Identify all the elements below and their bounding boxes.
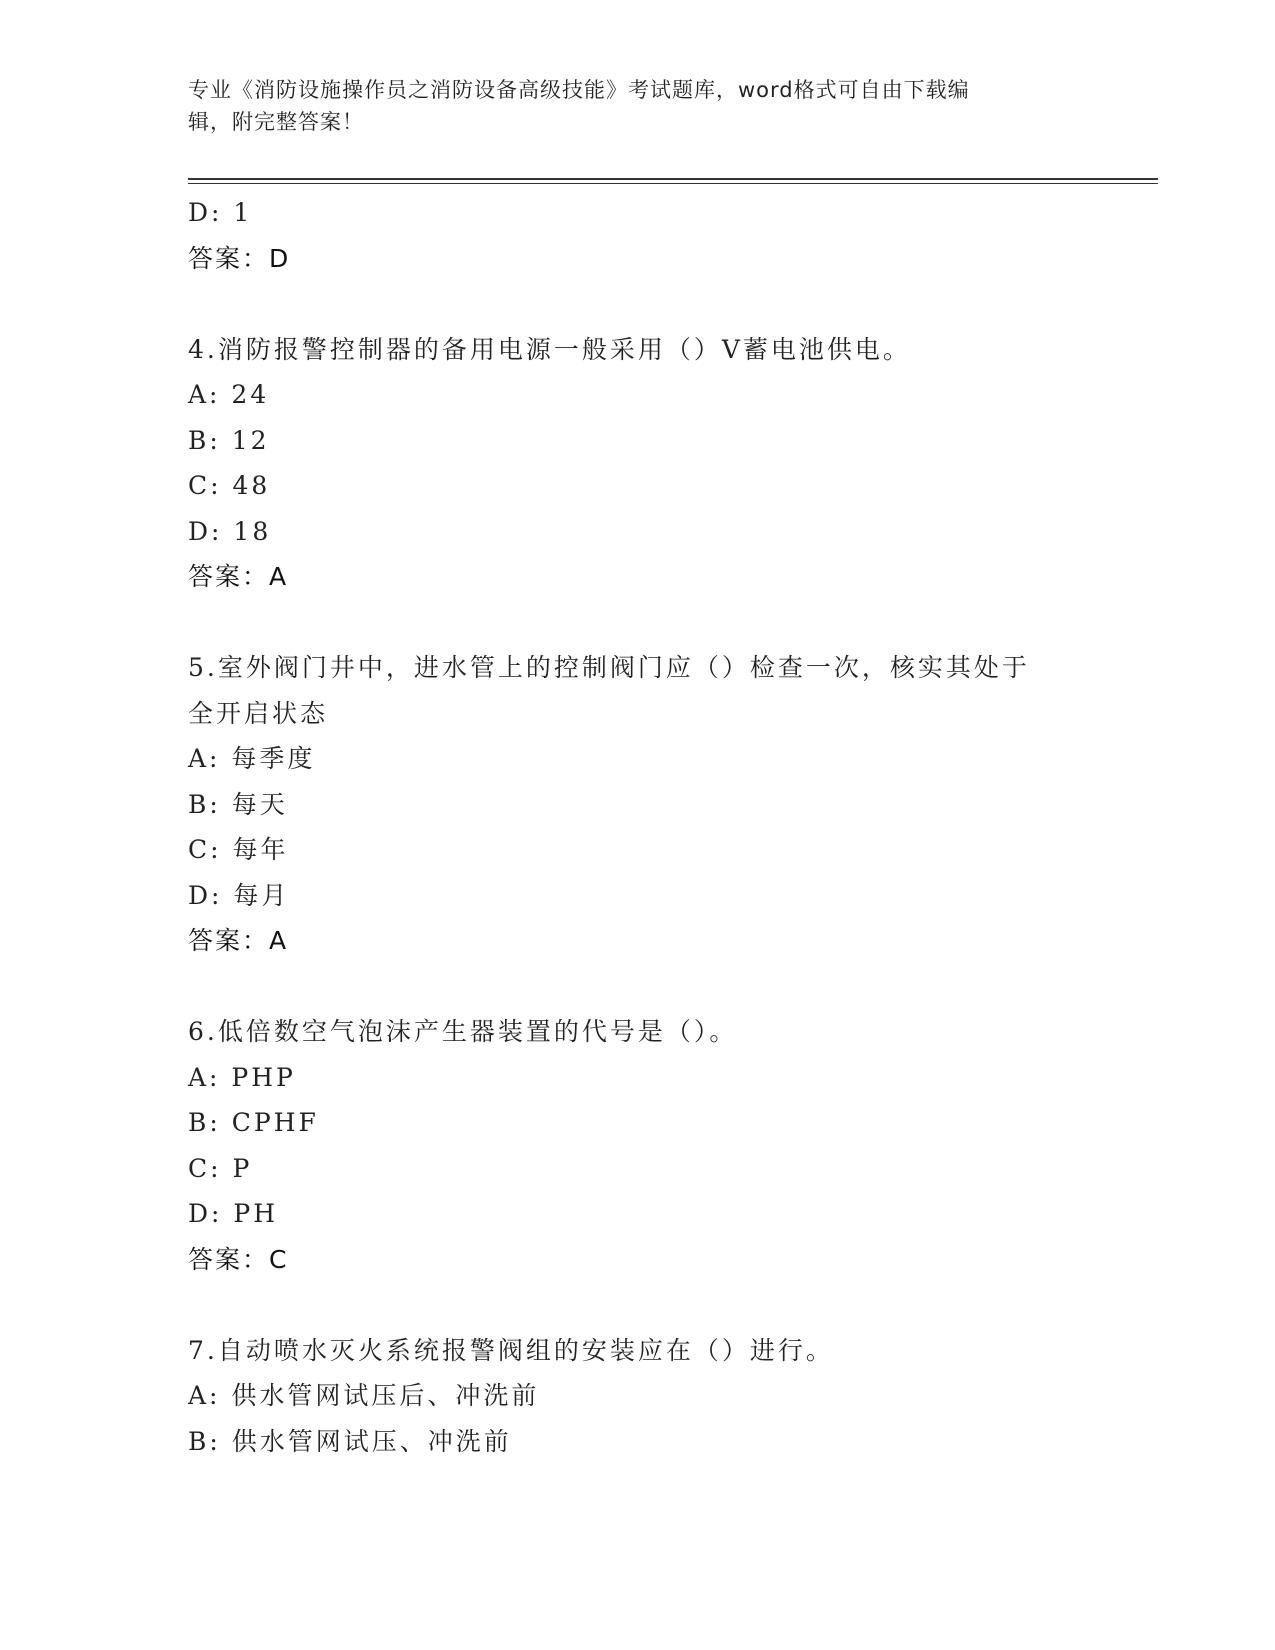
document-header: [188, 74, 1068, 138]
option-d-q6: D: PH: [188, 1199, 279, 1228]
question-list: [188, 190, 1088, 1464]
question-7: 7.自动喷水灭火系统报警阀组的安装应在（）进行。: [188, 1335, 834, 1365]
spacer: [188, 964, 1088, 1010]
header-line-1: 专业《消防设施操作员之消防设备高级技能》考试题库，word格式可自由下载编: [188, 78, 970, 102]
header-line-2: 辑，附完整答案！: [188, 110, 364, 134]
option-a-q7: A: 供水管网试压后、冲洗前: [188, 1381, 540, 1410]
answer-q3: 答案：D: [188, 243, 291, 273]
option-b-q5: B: 每天: [188, 789, 288, 819]
option-b-q4: B: 12: [188, 425, 270, 455]
answer-q5: 答案：A: [188, 926, 289, 955]
spacer: [188, 1282, 1088, 1328]
question-4: 4.消防报警控制器的备用电源一般采用（）V蓄电池供电。: [188, 334, 911, 364]
option-a-q4: A: 24: [188, 380, 270, 409]
option-c-q6: C: P: [188, 1153, 253, 1183]
header-divider-thick: [188, 178, 1158, 180]
option-d-q4: D: 18: [188, 516, 272, 546]
option-b-q6: B: CPHF: [188, 1108, 319, 1137]
option-b-q7: B: 供水管网试压、冲洗前: [188, 1426, 512, 1456]
option-d-q3: D: 1: [188, 198, 253, 227]
question-6: 6.低倍数空气泡沫产生器装置的代号是（）。: [188, 1017, 738, 1046]
option-c-q4: C: 48: [188, 471, 271, 500]
header-divider-thin: [188, 183, 1158, 184]
spacer: [188, 281, 1088, 327]
question-5-line-1: 5.室外阀门井中，进水管上的控制阀门应（）检查一次，核实其处于: [188, 653, 1030, 682]
option-a-q6: A: PHP: [188, 1062, 296, 1092]
answer-q4: 答案：A: [188, 562, 289, 591]
option-a-q5: A: 每季度: [188, 744, 316, 773]
option-c-q5: C: 每年: [188, 835, 289, 864]
spacer: [188, 600, 1088, 646]
option-d-q5: D: 每月: [188, 880, 290, 910]
question-5-line-2: 全开启状态: [188, 698, 329, 728]
answer-q6: 答案：C: [188, 1244, 289, 1274]
